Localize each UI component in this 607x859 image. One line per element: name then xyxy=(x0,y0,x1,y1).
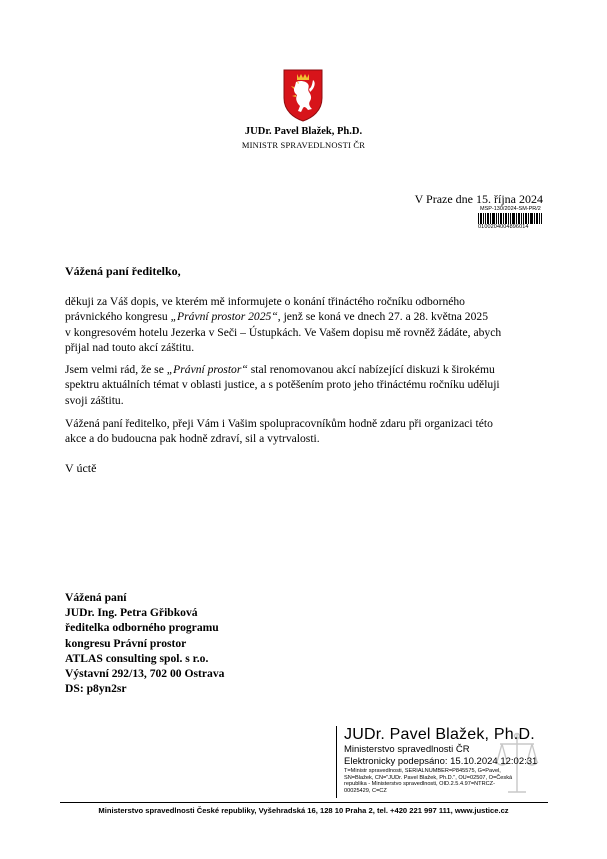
paragraph-3-line-2: akce a do budoucna pak hodně zdraví, sil a vytrvalosti. xyxy=(65,432,320,446)
signature-details xyxy=(344,768,544,794)
paragraph-1-line-2: právnického kongresu „Právní prostor 2025“, jenž se koná ve dnech 27. a 28. května 2025 xyxy=(65,310,488,324)
paragraph-1-line-4: přijal nad touto akcí záštitu. xyxy=(65,340,195,354)
signature-divider xyxy=(336,726,337,798)
sender-title: MINISTR SPRAVEDLNOSTI ČR xyxy=(241,140,366,150)
signature-detail-line: SN=Blažek, CN="JUDr. Pavel Blažek, Ph.D.", OU=02507, O=Česká xyxy=(344,774,513,781)
paragraph-2-line-2: spektru aktuálních témat v oblasti justice, a s potěšením proto jeho třináctému ročníku uděluji xyxy=(65,378,500,392)
signature-detail-line: republika - Ministerstvo spravedlnosti, OID.2.5.4.97=NTRCZ- xyxy=(344,781,495,788)
paragraph-1-line-1: děkuji za Váš dopis, ve kterém mě informujete o konání třináctého ročníku odborného xyxy=(65,295,465,308)
closing: V úctě xyxy=(65,461,97,475)
paragraph-3 xyxy=(65,416,545,447)
paragraph-1 xyxy=(65,294,545,355)
date-line: V Praze dne 15. října 2024 xyxy=(414,192,543,206)
barcode-icon xyxy=(478,213,542,224)
event-name-italic: „Právní prostor“ xyxy=(166,363,248,376)
czech-lion-emblem-icon xyxy=(282,68,324,122)
addressee-line: ATLAS consulting spol. s r.o. xyxy=(65,651,209,665)
signature-office: Ministerstvo spravedlnosti ČR xyxy=(344,744,470,755)
reference-number: MSP-130/2024-SM-PR/2 xyxy=(480,206,541,212)
footer-divider xyxy=(60,802,548,803)
salutation: Vážená paní ředitelko, xyxy=(65,264,181,278)
footer-text: Ministerstvo spravedlnosti České republiky, Vyšehradská 16, 128 10 Praha 2, tel. +420 221 997 111, www.justice.cz xyxy=(98,806,509,815)
addressee-line: JUDr. Ing. Petra Gřibková xyxy=(65,606,198,620)
paragraph-2-line-1: Jsem velmi rád, že se „Právní prostor“ stal renomovanou akcí nabízející diskuzi k širokému xyxy=(65,363,495,376)
paragraph-2-line-3: svoji záštitu. xyxy=(65,393,124,407)
paragraph-3-line-1: Vážená paní ředitelko, přeji Vám i Vašim spolupracovníkům hodně zdaru při organizaci této xyxy=(65,417,493,430)
signature-detail-line: 00025429, C=CZ xyxy=(344,787,387,794)
addressee-line: kongresu Právní prostor xyxy=(65,636,187,650)
addressee-line: Výstavní 292/13, 702 00 Ostrava xyxy=(65,667,225,681)
event-name-italic: „Právní prostor 2025“ xyxy=(170,310,278,324)
signature-name: JUDr. Pavel Blažek, Ph.D. xyxy=(344,726,535,743)
signature-timestamp: Elektronicky podepsáno: 15.10.2024 12:02:31 xyxy=(344,756,538,767)
sender-name: JUDr. Pavel Blažek, Ph.D. xyxy=(244,126,363,137)
paragraph-1-line-3: v kongresovém hotelu Jezerka v Seči – Ústupkách. Ve Vašem dopisu mě rovněž žádáte, abych xyxy=(65,325,502,339)
addressee-block xyxy=(65,590,224,696)
addressee-line: Vážená paní xyxy=(65,591,127,604)
addressee-line: DS: p8yn2sr xyxy=(65,682,127,696)
barcode-number: 0100204004896014 xyxy=(478,224,529,230)
paragraph-2 xyxy=(65,362,545,408)
signature-detail-line: T=Ministr spravedlnosti, SERIALNUMBER=P845575, G=Pavel, xyxy=(344,768,501,774)
addressee-line: ředitelka odborného programu xyxy=(65,621,219,635)
